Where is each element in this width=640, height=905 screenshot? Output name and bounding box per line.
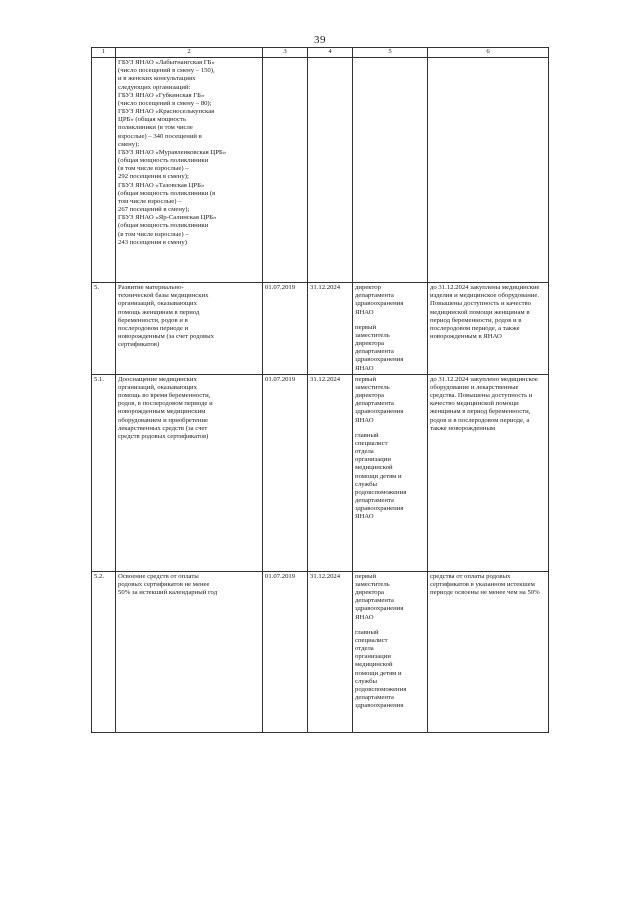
cell-line: отдела: [355, 645, 374, 653]
responsible-cell: [353, 283, 428, 375]
end-date-cell-text: 31.12.2024: [310, 284, 341, 291]
row-number-cell-text: 5.1.: [94, 375, 105, 383]
cell-line: ЦРБ» (общая мощность: [118, 116, 186, 124]
cell-line: период беременности, родов и в: [430, 316, 522, 324]
cell-line: родов и в послеродовом периоде, а: [430, 416, 530, 424]
end-date-cell-text: 31.12.2024: [310, 375, 341, 383]
cell-line: послеродовом периоде, а также: [430, 324, 520, 332]
cell-line: (число посещений в смену – 150),: [118, 67, 215, 75]
cell-line: [355, 317, 425, 324]
cell-line: здравоохранения: [355, 300, 404, 308]
cell-line: заместитель: [355, 331, 390, 339]
cell-line: том числе взрослые) –: [118, 197, 182, 205]
cell-line: средств родовых сертификатов): [118, 432, 209, 440]
start-date-cell: [263, 571, 308, 732]
cell-line: Дооснащение медицинских: [118, 375, 197, 383]
cell-line: 267 посещений в смену);: [118, 206, 190, 214]
cell-line: здравоохранения: [355, 356, 404, 364]
description-cell: [116, 58, 263, 283]
cell-line: главный: [355, 431, 379, 439]
cell-line: новорожденным в ЯНАО: [430, 333, 502, 341]
cell-line: качество медицинской помощи: [430, 400, 519, 408]
cell-line: департамента: [355, 348, 394, 356]
cell-line: департамента: [355, 694, 394, 702]
cell-line: женщинам в период беременности,: [430, 408, 531, 416]
description-cell: [116, 374, 263, 571]
cell-line: заместитель: [355, 383, 390, 391]
cell-line: технической базы медицинских: [118, 292, 209, 300]
table-row: [92, 571, 549, 732]
cell-line: специалист: [355, 636, 388, 644]
cell-line: ГБУЗ ЯНАО «Тазовская ЦРБ»: [118, 181, 205, 189]
start-date-cell-text: 01.07.2019: [265, 375, 296, 383]
cell-line: департамента: [355, 497, 394, 505]
table-header-row: [92, 48, 549, 58]
cell-line: новорожденным медицинским: [118, 408, 206, 416]
cell-line: и в женских консультациях: [118, 75, 196, 83]
cell-line: первый: [355, 572, 377, 580]
row-number-cell-text: 5.2.: [94, 572, 105, 580]
cell-line: оборудование и лекарственные: [430, 383, 519, 391]
cell-line: директора: [355, 340, 384, 348]
row-number-cell: [92, 283, 116, 375]
cell-line: родов, в послеродовом периоде и: [118, 400, 213, 408]
cell-line: средства от оплаты родовых: [430, 572, 511, 580]
cell-line: ГБУЗ ЯНАО «Красноселькупская: [118, 108, 215, 116]
start-date-cell: [263, 58, 308, 283]
cell-line: (общая мощность поликлиники (в: [118, 189, 216, 197]
row-number-cell: [92, 58, 116, 283]
end-date-cell: [308, 283, 353, 375]
cell-line: до 31.12.2024 закуплено медицинское: [430, 375, 538, 383]
cell-line: организации: [355, 456, 391, 464]
cell-line: первый: [355, 323, 377, 331]
cell-line: заместитель: [355, 580, 390, 588]
cell-line: ЯНАО: [355, 416, 374, 424]
cell-line: ГБУЗ ЯНАО «Лабытнангская ГБ»: [118, 59, 215, 66]
cell-line: (число посещений в смену – 80);: [118, 99, 212, 107]
column-header: 3: [263, 48, 308, 58]
cell-line: поликлиники (в том числе: [118, 124, 193, 132]
cell-line: родовспоможения: [355, 488, 407, 496]
cell-line: ЯНАО: [355, 364, 374, 372]
cell-line: ГБУЗ ЯНАО «Губкинская ГБ»: [118, 91, 205, 99]
cell-line: (в том числе взрослые) –: [118, 230, 189, 238]
cell-line: до 31.12.2024 закуплены медицинские: [430, 284, 540, 291]
cell-line: здравоохранения: [355, 408, 404, 416]
cell-line: ЯНАО: [355, 513, 374, 521]
cell-line: специалист: [355, 439, 388, 447]
cell-line: ГБУЗ ЯНАО «Яр-Салинская ЦРБ»: [118, 214, 217, 222]
cell-line: департамента: [355, 400, 394, 408]
cell-line: сертификатов): [118, 341, 160, 349]
cell-line: ГБУЗ ЯНАО «Муравленковская ЦРБ»: [118, 148, 227, 156]
table-row: [92, 58, 549, 283]
cell-line: Развитие материально-: [118, 284, 184, 291]
cell-line: 243 посещения в смену): [118, 238, 187, 246]
cell-line: периоде освоены не менее чем на 50%: [430, 589, 540, 597]
responsible-cell: [353, 571, 428, 732]
responsible-cell: [353, 58, 428, 283]
cell-line: смену);: [118, 140, 140, 148]
end-date-cell: [308, 374, 353, 571]
description-cell: [116, 571, 263, 732]
cell-line: послеродовом периоде и: [118, 324, 189, 332]
table-row: [92, 374, 549, 571]
cell-line: главный: [355, 628, 379, 636]
cell-line: службы: [355, 677, 377, 685]
cell-line: медицинской: [355, 464, 393, 472]
end-date-cell: [308, 58, 353, 283]
cell-line: лекарственных средств (за счет: [118, 424, 208, 432]
cell-line: медицинской помощи женщинам в: [430, 308, 530, 316]
column-header: 4: [308, 48, 353, 58]
start-date-cell-text: 01.07.2019: [265, 284, 296, 291]
cell-line: службы: [355, 480, 377, 488]
cell-line: ЯНАО: [355, 613, 374, 621]
result-cell: [428, 283, 549, 375]
cell-line: Освоение средств от оплаты: [118, 572, 199, 580]
cell-line: департамента: [355, 292, 394, 300]
cell-line: родовспоможения: [355, 685, 407, 693]
cell-line: беременности, родов и в: [118, 316, 188, 324]
column-header: 1: [92, 48, 116, 58]
cell-line: организаций, оказывающих: [118, 383, 197, 391]
row-number-cell: [92, 374, 116, 571]
cell-line: директора: [355, 392, 384, 400]
cell-line: новорожденным (за счет родовых: [118, 333, 214, 341]
result-cell: [428, 374, 549, 571]
cell-line: медицинской: [355, 661, 393, 669]
cell-line: [355, 622, 425, 629]
description-cell: [116, 283, 263, 375]
cell-line: также новорожденным: [430, 424, 496, 432]
cell-line: организаций, оказывающих: [118, 300, 197, 308]
end-date-cell: [308, 571, 353, 732]
cell-line: помощи детям и: [355, 669, 402, 677]
page-number: 39: [314, 34, 326, 46]
end-date-cell-text: 31.12.2024: [310, 572, 341, 580]
cell-line: средства. Повышены доступность и: [430, 392, 533, 400]
cell-line: 292 посещения в смену);: [118, 173, 189, 181]
cell-line: помощь во время беременности,: [118, 392, 211, 400]
cell-line: родовых сертификатов не менее: [118, 580, 210, 588]
column-header: 6: [428, 48, 549, 58]
start-date-cell: [263, 283, 308, 375]
result-cell: [428, 571, 549, 732]
cell-line: директора: [355, 589, 384, 597]
cell-line: изделия и медицинское оборудование.: [430, 292, 540, 300]
result-cell: [428, 58, 549, 283]
cell-line: здравоохранения: [355, 605, 404, 613]
row-number-cell-text: 5.: [94, 284, 100, 291]
cell-line: помощи детям и: [355, 472, 402, 480]
cell-line: Повышены доступность и качество: [430, 300, 531, 308]
cell-line: здравоохранения: [355, 702, 404, 710]
program-table: [91, 47, 549, 733]
cell-line: сертификатов в указанном истекшем: [430, 580, 535, 588]
table-row: [92, 283, 549, 375]
cell-line: оборудованием и приобретение: [118, 416, 208, 424]
cell-line: (в том числе взрослые) –: [118, 165, 189, 173]
row-number-cell: [92, 571, 116, 732]
cell-line: следующих организаций:: [118, 83, 191, 91]
cell-line: помощь женщинам в период: [118, 308, 200, 316]
responsible-cell: [353, 374, 428, 571]
cell-line: здравоохранения: [355, 505, 404, 513]
cell-line: директор: [355, 284, 381, 291]
cell-line: [355, 425, 425, 432]
cell-line: организации: [355, 653, 391, 661]
cell-line: первый: [355, 375, 377, 383]
cell-line: взрослые) – 340 посещений в: [118, 132, 202, 140]
start-date-cell: [263, 374, 308, 571]
column-header: 5: [353, 48, 428, 58]
cell-line: 50% за истекший календарный год: [118, 589, 218, 597]
start-date-cell-text: 01.07.2019: [265, 572, 296, 580]
cell-line: отдела: [355, 448, 374, 456]
cell-line: (общая мощность поликлиники: [118, 222, 209, 230]
cell-line: ЯНАО: [355, 308, 374, 316]
cell-line: департамента: [355, 597, 394, 605]
cell-line: (общая мощность поликлиники: [118, 157, 209, 165]
column-header: 2: [116, 48, 263, 58]
